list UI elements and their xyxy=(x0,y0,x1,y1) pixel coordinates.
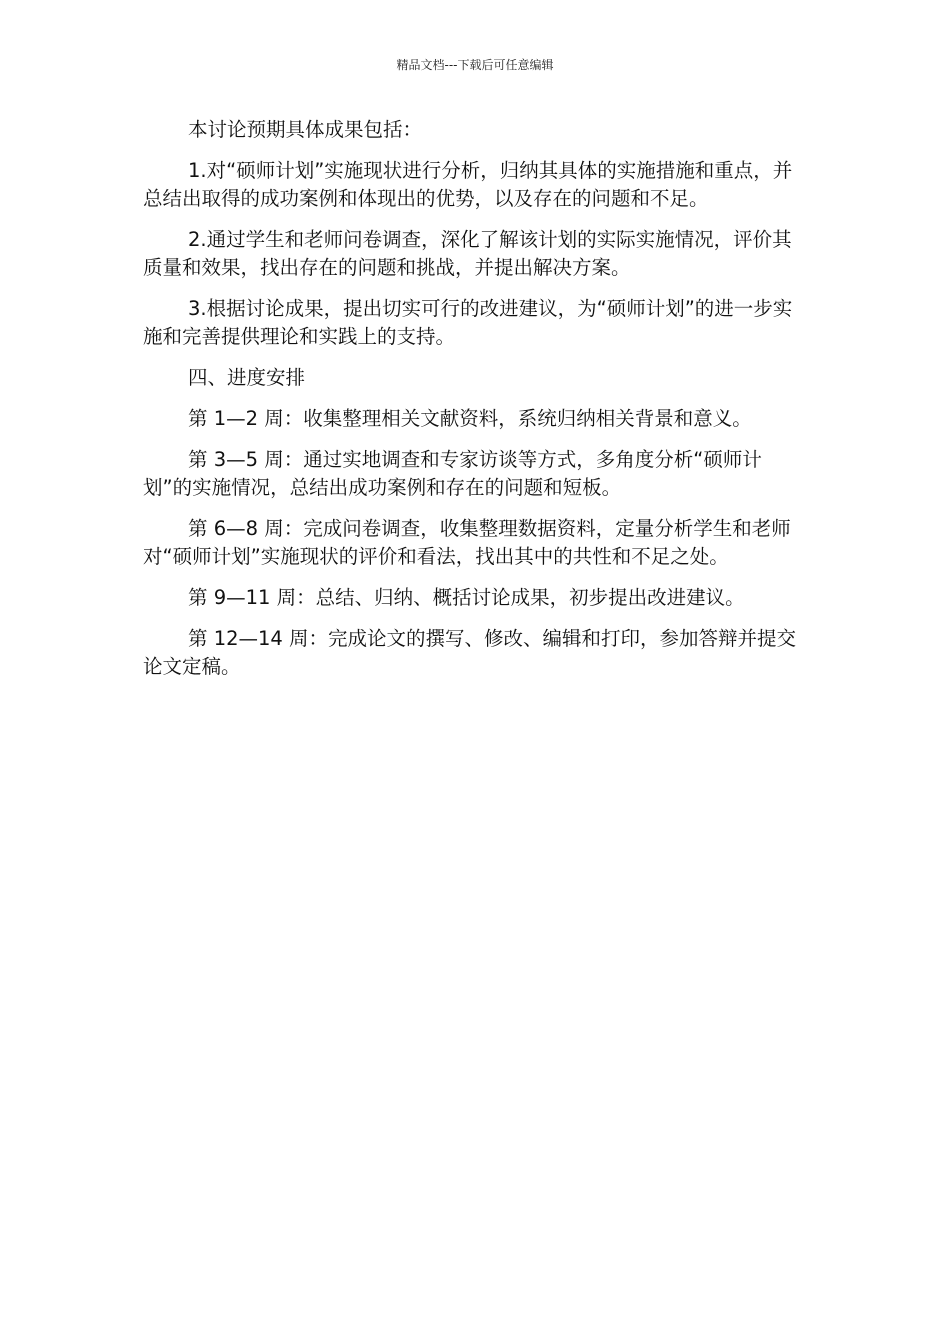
paragraph-outcome-3: 3.根据讨论成果，提出切实可行的改进建议，为“硕师计划”的进一步实施和完善提供理论和实践上的支持。 xyxy=(143,297,793,348)
schedule-item-weeks-1-2: 第 1—2 周：收集整理相关文献资料，系统归纳相关背景和意义。 xyxy=(188,407,752,430)
schedule-item-weeks-9-11: 第 9—11 周：总结、归纳、概括讨论成果，初步提出改进建议。 xyxy=(188,586,745,609)
schedule-item-weeks-3-5: 第 3—5 周：通过实地调查和专家访谈等方式，多角度分析“硕师计划”的实施情况，总结出成功案例和存在的问题和短板。 xyxy=(143,448,762,499)
paragraph-outcome-2: 2.通过学生和老师问卷调查，深化了解该计划的实际实施情况，评价其质量和效果，找出存在的问题和挑战，并提出解决方案。 xyxy=(143,228,792,279)
page-header: 精品文档---下载后可任意编辑 xyxy=(396,58,554,72)
section-heading-schedule: 四、进度安排 xyxy=(188,366,306,389)
paragraph-intro: 本讨论预期具体成果包括： xyxy=(188,118,423,141)
document-body xyxy=(143,116,807,694)
schedule-item-weeks-12-14: 第 12—14 周：完成论文的撰写、修改、编辑和打印，参加答辩并提交论文定稿。 xyxy=(143,627,797,678)
paragraph-outcome-1: 1.对“硕师计划”实施现状进行分析，归纳其具体的实施措施和重点，并总结出取得的成功案例和体现出的优势，以及存在的问题和不足。 xyxy=(143,159,793,210)
schedule-item-weeks-6-8: 第 6—8 周：完成问卷调查，收集整理数据资料，定量分析学生和老师对“硕师计划”实施现状的评价和看法，找出其中的共性和不足之处。 xyxy=(143,517,791,568)
